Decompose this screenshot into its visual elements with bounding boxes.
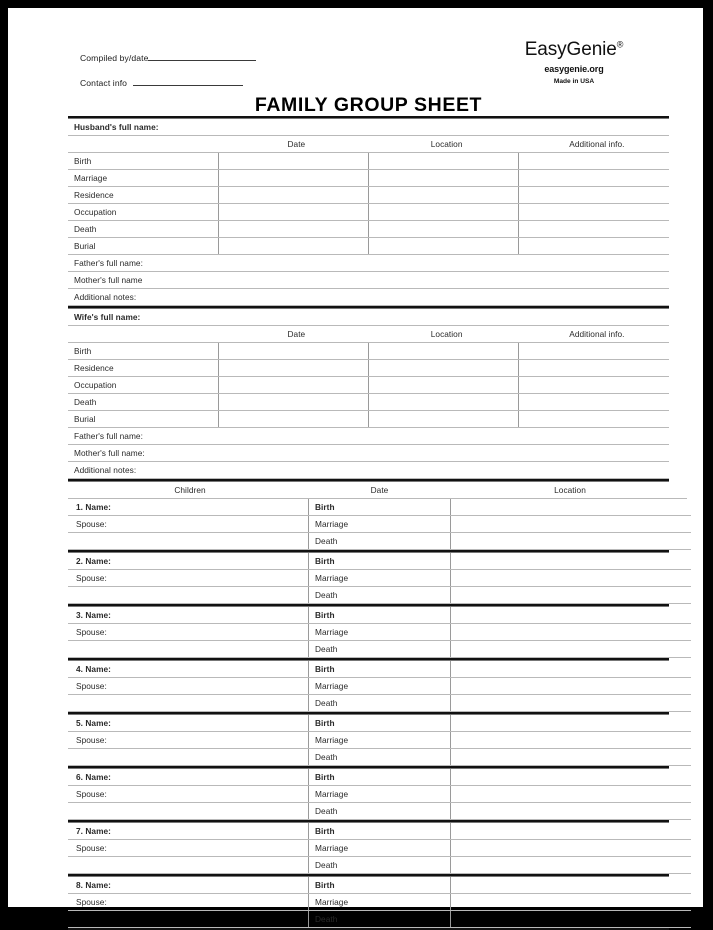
registered-trademark-icon: ® xyxy=(616,39,624,50)
contact-info-field[interactable] xyxy=(80,76,243,88)
children-header-location: Location xyxy=(447,482,687,499)
child-empty-cell[interactable] xyxy=(68,857,309,874)
child-spouse-label: Spouse: xyxy=(68,678,309,695)
wife-row-label: Death xyxy=(68,394,218,411)
child-death-row[interactable] xyxy=(68,695,691,712)
child-event-label: Birth xyxy=(309,877,451,894)
child-name-row[interactable] xyxy=(68,553,691,570)
child-location-cell[interactable] xyxy=(451,769,692,786)
husband-row-residence[interactable] xyxy=(68,187,669,204)
husband-header-additional-info: Additional info. xyxy=(519,136,669,153)
husband-row-label: Birth xyxy=(68,153,218,170)
child-location-cell[interactable] xyxy=(451,823,692,840)
child-name-label: 8. Name: xyxy=(68,877,309,894)
wife-header-spacer xyxy=(68,326,218,343)
wife-birth-info-cell[interactable] xyxy=(519,343,669,360)
husband-marriage-info-cell[interactable] xyxy=(519,170,669,187)
husband-residence-location-cell[interactable] xyxy=(369,187,519,204)
brand-made-in: Made in USA xyxy=(553,77,595,85)
husband-header-date: Date xyxy=(218,136,368,153)
child-location-cell[interactable] xyxy=(451,786,692,803)
child-event-label: Birth xyxy=(309,769,451,786)
husband-mother-label: Mother's full name xyxy=(68,272,669,289)
child-block xyxy=(68,823,691,874)
child-spouse-row[interactable] xyxy=(68,624,691,641)
child-block xyxy=(68,553,691,604)
wife-burial-info-cell[interactable] xyxy=(519,411,669,428)
child-empty-cell[interactable] xyxy=(68,695,309,712)
child-name-label: 1. Name: xyxy=(68,499,309,516)
child-event-label: Birth xyxy=(309,607,451,624)
child-death-row[interactable] xyxy=(68,803,691,820)
children-header-date: Date xyxy=(306,482,447,499)
husband-row-label: Marriage xyxy=(68,170,218,187)
child-spouse-row[interactable] xyxy=(68,570,691,587)
wife-row-birth[interactable] xyxy=(68,343,669,360)
husband-burial-location-cell[interactable] xyxy=(369,238,519,255)
wife-section xyxy=(68,309,669,479)
wife-mother-label: Mother's full name: xyxy=(68,445,669,462)
child-spouse-label: Spouse: xyxy=(68,840,309,857)
brand-name-text: EasyGenie xyxy=(524,39,617,60)
husband-row-label: Burial xyxy=(68,238,218,255)
wife-death-info-cell[interactable] xyxy=(519,394,669,411)
wife-father-label: Father's full name: xyxy=(68,428,669,445)
child-event-label: Birth xyxy=(309,499,451,516)
child-name-label: 6. Name: xyxy=(68,769,309,786)
child-spouse-row[interactable] xyxy=(68,840,691,857)
child-event-label: Marriage xyxy=(309,894,451,911)
husband-death-location-cell[interactable] xyxy=(369,221,519,238)
child-name-row[interactable] xyxy=(68,715,691,732)
wife-header-location: Location xyxy=(369,326,519,343)
wife-mother-row[interactable] xyxy=(68,445,669,462)
children-column-header-table xyxy=(68,482,687,499)
child-location-cell[interactable] xyxy=(451,695,692,712)
child-event-label: Death xyxy=(309,533,451,550)
children-header-children: Children xyxy=(68,482,306,499)
page-title: FAMILY GROUP SHEET xyxy=(254,94,483,116)
husband-occupation-date-cell[interactable] xyxy=(218,204,368,221)
wife-notes-row[interactable] xyxy=(68,462,669,479)
easygenie-logo xyxy=(479,40,669,85)
husband-burial-info-cell[interactable] xyxy=(519,238,669,255)
child-name-label: 5. Name: xyxy=(68,715,309,732)
wife-row-residence[interactable] xyxy=(68,360,669,377)
contact-info-label: Contact info xyxy=(80,78,128,88)
wife-row-label: Residence xyxy=(68,360,218,377)
child-event-label: Birth xyxy=(309,553,451,570)
child-name-label: 7. Name: xyxy=(68,823,309,840)
child-event-label: Death xyxy=(309,641,451,658)
wife-death-date-cell[interactable] xyxy=(218,394,368,411)
child-location-cell[interactable] xyxy=(451,607,692,624)
children-blocks xyxy=(68,499,669,928)
child-name-row[interactable] xyxy=(68,499,691,516)
child-location-cell[interactable] xyxy=(451,516,692,533)
child-death-row[interactable] xyxy=(68,587,691,604)
child-spouse-label: Spouse: xyxy=(68,624,309,641)
child-name-row[interactable] xyxy=(68,877,691,894)
child-empty-cell[interactable] xyxy=(68,533,309,550)
husband-header-location: Location xyxy=(369,136,519,153)
sheet-header xyxy=(68,38,669,116)
husband-full-name-label: Husband's full name: xyxy=(68,119,669,136)
child-event-label: Death xyxy=(309,587,451,604)
husband-father-label: Father's full name: xyxy=(68,255,669,272)
husband-burial-date-cell[interactable] xyxy=(218,238,368,255)
child-spouse-label: Spouse: xyxy=(68,732,309,749)
husband-residence-date-cell[interactable] xyxy=(218,187,368,204)
wife-row-label: Burial xyxy=(68,411,218,428)
wife-row-occupation[interactable] xyxy=(68,377,669,394)
contact-info-write-line[interactable] xyxy=(133,76,243,86)
husband-section xyxy=(68,119,669,306)
child-event-label: Death xyxy=(309,857,451,874)
wife-residence-location-cell[interactable] xyxy=(369,360,519,377)
compiled-by-date-field[interactable] xyxy=(80,51,256,63)
wife-header-additional-info: Additional info. xyxy=(519,326,669,343)
child-event-label: Birth xyxy=(309,661,451,678)
child-location-cell[interactable] xyxy=(451,587,692,604)
form-sheet xyxy=(68,38,669,930)
compiled-by-date-label: Compiled by/date xyxy=(80,53,149,63)
child-spouse-row[interactable] xyxy=(68,678,691,695)
child-event-label: Marriage xyxy=(309,570,451,587)
wife-residence-info-cell[interactable] xyxy=(519,360,669,377)
husband-row-occupation[interactable] xyxy=(68,204,669,221)
child-name-row[interactable] xyxy=(68,769,691,786)
wife-row-death[interactable] xyxy=(68,394,669,411)
husband-birth-location-cell[interactable] xyxy=(369,153,519,170)
child-death-row[interactable] xyxy=(68,533,691,550)
wife-full-name-label: Wife's full name: xyxy=(68,309,669,326)
child-empty-cell[interactable] xyxy=(68,803,309,820)
wife-occupation-location-cell[interactable] xyxy=(369,377,519,394)
child-location-cell[interactable] xyxy=(451,894,692,911)
child-event-label: Marriage xyxy=(309,786,451,803)
child-event-label: Marriage xyxy=(309,516,451,533)
child-block xyxy=(68,607,691,658)
child-block xyxy=(68,715,691,766)
child-location-cell[interactable] xyxy=(451,678,692,695)
child-death-row[interactable] xyxy=(68,749,691,766)
child-empty-cell[interactable] xyxy=(68,749,309,766)
child-name-row[interactable] xyxy=(68,607,691,624)
child-event-label: Birth xyxy=(309,823,451,840)
child-death-row[interactable] xyxy=(68,911,691,928)
wife-burial-date-cell[interactable] xyxy=(218,411,368,428)
child-location-cell[interactable] xyxy=(451,661,692,678)
child-spouse-label: Spouse: xyxy=(68,786,309,803)
child-name-label: 4. Name: xyxy=(68,661,309,678)
compiled-by-date-write-line[interactable] xyxy=(148,51,256,61)
child-location-cell[interactable] xyxy=(451,749,692,766)
child-event-label: Marriage xyxy=(309,840,451,857)
wife-residence-date-cell[interactable] xyxy=(218,360,368,377)
child-empty-cell[interactable] xyxy=(68,587,309,604)
husband-row-birth[interactable] xyxy=(68,153,669,170)
child-location-cell[interactable] xyxy=(451,715,692,732)
child-name-row[interactable] xyxy=(68,823,691,840)
child-location-cell[interactable] xyxy=(451,732,692,749)
brand-url: easygenie.org xyxy=(544,63,604,74)
child-location-cell[interactable] xyxy=(451,570,692,587)
husband-name-row[interactable] xyxy=(68,119,669,136)
husband-father-row[interactable] xyxy=(68,255,669,272)
form-page xyxy=(8,8,703,924)
child-block xyxy=(68,499,691,550)
child-empty-cell[interactable] xyxy=(68,641,309,658)
children-column-headers xyxy=(68,482,687,499)
child-block xyxy=(68,661,691,712)
child-event-label: Death xyxy=(309,911,451,928)
husband-row-label: Residence xyxy=(68,187,218,204)
child-location-cell[interactable] xyxy=(451,840,692,857)
husband-birth-info-cell[interactable] xyxy=(519,153,669,170)
husband-notes-row[interactable] xyxy=(68,289,669,306)
child-block xyxy=(68,877,691,928)
husband-notes-label: Additional notes: xyxy=(68,289,669,306)
child-death-row[interactable] xyxy=(68,641,691,658)
child-event-label: Marriage xyxy=(309,624,451,641)
child-location-cell[interactable] xyxy=(451,803,692,820)
wife-row-label: Occupation xyxy=(68,377,218,394)
wife-birth-date-cell[interactable] xyxy=(218,343,368,360)
child-name-label: 3. Name: xyxy=(68,607,309,624)
child-spouse-label: Spouse: xyxy=(68,516,309,533)
husband-row-label: Death xyxy=(68,221,218,238)
child-death-row[interactable] xyxy=(68,857,691,874)
wife-occupation-info-cell[interactable] xyxy=(519,377,669,394)
wife-header-date: Date xyxy=(218,326,368,343)
child-event-label: Birth xyxy=(309,715,451,732)
wife-occupation-date-cell[interactable] xyxy=(218,377,368,394)
husband-occupation-location-cell[interactable] xyxy=(369,204,519,221)
husband-marriage-location-cell[interactable] xyxy=(369,170,519,187)
child-spouse-row[interactable] xyxy=(68,786,691,803)
husband-column-headers xyxy=(68,136,669,153)
child-spouse-label: Spouse: xyxy=(68,570,309,587)
wife-birth-location-cell[interactable] xyxy=(369,343,519,360)
husband-row-label: Occupation xyxy=(68,204,218,221)
child-name-label: 2. Name: xyxy=(68,553,309,570)
husband-birth-date-cell[interactable] xyxy=(218,153,368,170)
wife-row-burial[interactable] xyxy=(68,411,669,428)
brand-name xyxy=(479,40,669,60)
child-name-row[interactable] xyxy=(68,661,691,678)
child-location-cell[interactable] xyxy=(451,533,692,550)
child-event-label: Marriage xyxy=(309,678,451,695)
husband-death-date-cell[interactable] xyxy=(218,221,368,238)
child-location-cell[interactable] xyxy=(451,857,692,874)
child-event-label: Death xyxy=(309,749,451,766)
child-spouse-label: Spouse: xyxy=(68,894,309,911)
child-location-cell[interactable] xyxy=(451,553,692,570)
husband-header-spacer xyxy=(68,136,218,153)
child-spouse-row[interactable] xyxy=(68,732,691,749)
child-location-cell[interactable] xyxy=(451,877,692,894)
husband-row-death[interactable] xyxy=(68,221,669,238)
child-block xyxy=(68,769,691,820)
wife-notes-label: Additional notes: xyxy=(68,462,669,479)
wife-name-row[interactable] xyxy=(68,309,669,326)
wife-father-row[interactable] xyxy=(68,428,669,445)
husband-death-info-cell[interactable] xyxy=(519,221,669,238)
wife-death-location-cell[interactable] xyxy=(369,394,519,411)
child-location-cell[interactable] xyxy=(451,499,692,516)
child-event-label: Marriage xyxy=(309,732,451,749)
wife-column-headers xyxy=(68,326,669,343)
child-spouse-row[interactable] xyxy=(68,516,691,533)
husband-row-marriage[interactable] xyxy=(68,170,669,187)
husband-occupation-info-cell[interactable] xyxy=(519,204,669,221)
wife-row-label: Birth xyxy=(68,343,218,360)
husband-row-burial[interactable] xyxy=(68,238,669,255)
husband-marriage-date-cell[interactable] xyxy=(218,170,368,187)
child-location-cell[interactable] xyxy=(451,641,692,658)
child-event-label: Death xyxy=(309,803,451,820)
child-location-cell[interactable] xyxy=(451,911,692,928)
child-event-label: Death xyxy=(309,695,451,712)
child-empty-cell[interactable] xyxy=(68,911,309,928)
child-location-cell[interactable] xyxy=(451,624,692,641)
husband-mother-row[interactable] xyxy=(68,272,669,289)
husband-residence-info-cell[interactable] xyxy=(519,187,669,204)
wife-burial-location-cell[interactable] xyxy=(369,411,519,428)
child-spouse-row[interactable] xyxy=(68,894,691,911)
